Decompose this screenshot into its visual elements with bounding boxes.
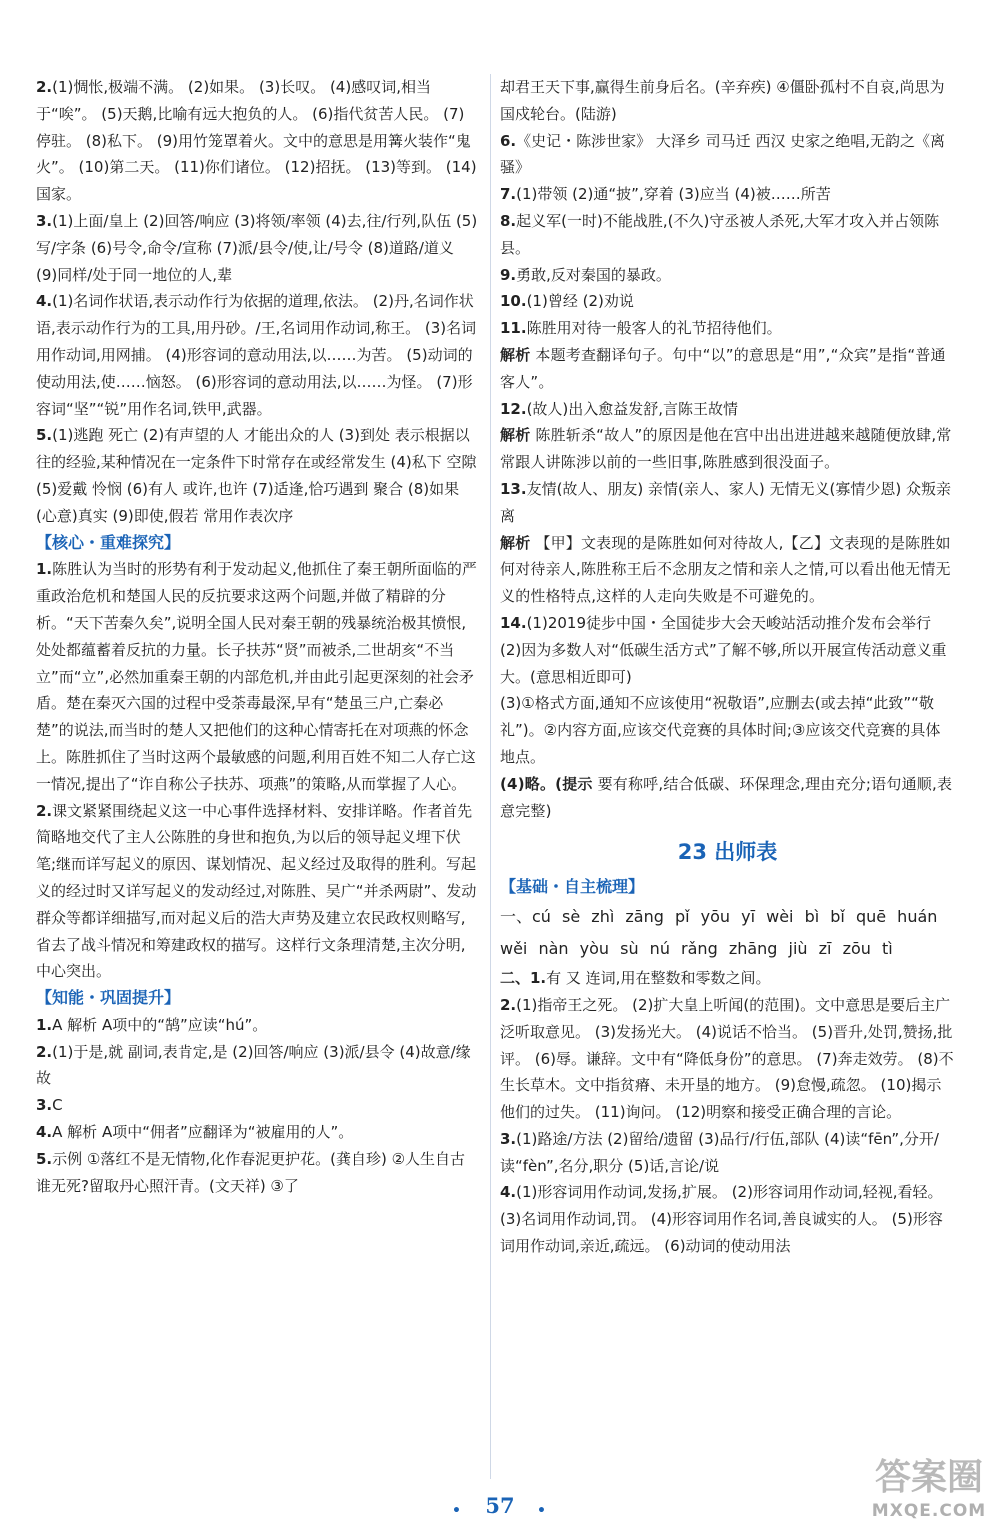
item-text: 起义军(一时)不能战胜,(不久)守丞被人杀死,大军才攻入并占领陈县。 — [500, 211, 940, 257]
right-column — [500, 74, 955, 1260]
item-text: A 解析 A项中的“鹄”应读“hú”。 — [52, 1015, 268, 1034]
answer-item — [36, 1039, 478, 1093]
item-text: (1)路途/方法 (2)留给/遗留 (3)品行/行伍,部队 (4)读“fēn”,分开/读“fèn”,名分,职分 (5)话,言论/说 — [500, 1129, 939, 1175]
item-text: (1)名词作状语,表示动作行为依据的道理,依法。 (2)丹,名词作状语,表示动作行为的工具,用丹砂。/王,名词用作动词,称王。 (3)名词用作动词,用网捕。 (4)形容词的意动用法,以……为苦。 (5)动词的使动用法,使……恼怒。 (6)形容词的意动用法,以……为怪。 (7)形容词“坚”“锐”用作名词,铁甲,武器。 — [36, 292, 477, 418]
explanation-label: 解析 — [500, 533, 531, 552]
item-text: 课文紧紧围绕起义这一中心事件选择材料、安排详略。作者首先简略地交代了主人公陈胜的身世和抱负,为以后的领导起义埋下伏笔;继而详写起义的原因、谋划情况、起义经过及取得的胜利。写起义的经过时又详写起义的发动经过,对陈胜、吴广“并杀两尉”、发动群众等都详细描写,而对起义后的浩大声势及建立农民政权则略写,省去了战斗情况和筹建政权的描写。这样行文条理清楚,主次分明,中心突出。 — [36, 801, 477, 981]
item-number: 2. — [36, 1042, 53, 1061]
answer-item — [36, 1146, 478, 1200]
watermark-title: 答案圈 — [874, 1457, 983, 1498]
item-text: (1)2019徒步中国・全国徒步大会天峻站活动推介发布会举行 — [526, 613, 932, 632]
answer-item — [36, 288, 478, 422]
item-number: 8. — [500, 211, 517, 230]
answer-item — [500, 315, 955, 342]
text-block: (2)因为多数人对“低碳生活方式”了解不够,所以开展宣传活动意义重大。(意思相近即可) — [500, 640, 947, 686]
item-text: 勇敢,反对秦国的暴政。 — [516, 265, 671, 284]
explanation — [500, 771, 955, 825]
item-number: 5. — [36, 1149, 53, 1168]
item-text: 示例 ①落红不是无情物,化作春泥更护花。(龚自珍) ②人生自古谁无死?留取丹心照汗青。(文天祥) ③了 — [36, 1149, 466, 1195]
left-column — [36, 74, 478, 1199]
item-number: 2. — [36, 78, 53, 96]
answer-item — [36, 422, 478, 529]
item-number: 9. — [500, 265, 517, 284]
answer-item — [500, 262, 955, 289]
item-number: 4. — [500, 1183, 517, 1202]
item-text: 陈胜认为当时的形势有利于发动起义,他抓住了秦王朝所面临的严重政治危机和楚国人民的反抗要求这两个问题,并做了精辟的分析。“天下苦秦久矣”,说明全国人民对秦王朝的残暴统治极其愤恨,处处都蕴蓄着反抗的力量。长子扶苏“贤”而被杀,二世胡亥“不当立”而“立”,必然加重秦王朝的内部危机,并由此引起更深刻的社会矛盾。楚在秦灭六国的过程中受荼毒最深,早有“楚虽三户,亡秦必楚”的说法,而当时的楚人又把他们的这种心情寄托在对项燕的怀念上。陈胜抓住了当时这两个最敏感的问题,利用百姓不知二人存亡这一情况,提出了“诈自称公子扶苏、项燕”的策略,从而掌握了人心。 — [36, 560, 477, 793]
lesson-title: 23 出师表 — [677, 840, 778, 865]
item-number: 2. — [500, 995, 517, 1014]
column-divider — [490, 74, 491, 1479]
item-text: 有 又 连词,用在整数和零数之间。 — [546, 969, 771, 988]
item-number: 14. — [500, 613, 527, 632]
explanation-text: 【甲】文表现的是陈胜如何对待故人,【乙】文表现的是陈胜如何对待亲人,陈胜称王后不念朋友之情和亲人之情,可以看出他无情无义的性格特点,这样的人走向失败是不可避免的。 — [500, 533, 951, 606]
item-text: 陈胜用对待一般客人的礼节招待他们。 — [526, 319, 782, 338]
item-number: 4. — [36, 292, 53, 311]
item-text: (1)逃跑 死亡 (2)有声望的人 才能出众的人 (3)到处 表示根据以往的经验,某种情况在一定条件下时常存在或经常发生 (4)私下 空隙 (5)爱戴 怜悯 (6)有人 或许,也许 (7)适逢,恰巧遇到 聚合 (8)如果 (心意)真实 (9)即使,假若 常用作表次序 — [36, 426, 477, 525]
page-dot-left: • — [452, 1503, 461, 1519]
text-block: 却君王天下事,赢得生前身后名。(辛弃疾) ④僵卧孤村不自哀,尚思为国戍轮台。(陆游) — [500, 78, 945, 123]
pinyin-answers: 一、cú sè zhì zāng pǐ yōu yī wèi bì bǐ quē huán wěi nàn yòu sù nú rǎng zhāng jiù zī zōu tì — [500, 907, 938, 959]
section-heading: 【知能・巩固提升】 — [36, 988, 181, 1008]
item-text: 友情(故人、朋友) 亲情(亲人、家人) 无情无义(寡情少恩) 众叛亲离 — [500, 479, 951, 525]
answer-item — [500, 181, 955, 208]
explanation-text: 本题考查翻译句子。句中“以”的意思是“用”,“众宾”是指“普通客人”。 — [500, 345, 946, 391]
item-text: (1)指帝王之死。 (2)扩大皇上听闻(的范围)。文中意思是要后主广泛听取意见。 (3)发扬光大。 (4)说话不恰当。 (5)晋升,处罚,赞扬,批评。 (6)辱。谦辞。文中有“降低身份”的意思。 (7)奔走效劳。 (8)不生长草木。文中指贫瘠、未开垦的地方。 (9)怠慢,疏忽。 (10)揭示他们的过失。 (11)询问。 (12)明察和接受正确合理的言论。 — [500, 995, 954, 1122]
section-heading: 【基础・自主梳理】 — [500, 877, 645, 897]
item-number: 5. — [36, 426, 53, 445]
explanation-label: (4)略。(提示 — [500, 774, 593, 793]
item-number: 13. — [500, 479, 527, 498]
answer-item — [500, 396, 955, 423]
item-number: 4. — [36, 1123, 53, 1142]
section-heading: 【核心・重难探究】 — [36, 532, 181, 552]
explanation-label: 解析 — [500, 345, 531, 364]
answer-item — [36, 1012, 478, 1039]
item-number: 1. — [36, 560, 53, 579]
answer-item — [500, 476, 955, 530]
item-text: (1)带领 (2)通“披”,穿着 (3)应当 (4)被……所苦 — [516, 185, 831, 204]
item-number: 7. — [500, 185, 517, 204]
page-dot-right: • — [537, 1503, 546, 1519]
explanation — [500, 342, 955, 396]
item-text: A 解析 A项中“佣者”应翻译为“被雇用的人”。 — [52, 1123, 354, 1142]
explanation — [500, 422, 955, 476]
item-number: 3. — [500, 1129, 517, 1148]
item-text: C — [52, 1096, 63, 1115]
answer-item — [36, 1119, 478, 1146]
answer-item — [500, 208, 955, 262]
answer-item — [36, 1092, 478, 1119]
explanation-text: 要有称呼,结合低碳、环保理念,理由充分;语句通顺,表意完整) — [500, 774, 953, 820]
item-number: 11. — [500, 319, 527, 338]
explanation-text: 陈胜斩杀“故人”的原因是他在宫中出出进进越来越随便放肆,常常跟人讲陈涉以前的一些旧事,陈胜感到很没面子。 — [500, 426, 952, 472]
item-text: 《史记・陈涉世家》 大泽乡 司马迁 西汉 史家之绝唱,无韵之《离骚》 — [500, 131, 945, 177]
item-text: (1)形容词用作动词,发扬,扩展。 (2)形容词用作动词,轻视,看轻。 (3)名词用作动词,罚。 (4)形容词用作名词,善良诚实的人。 (5)形容词用作动词,亲近,疏远。 (6)动词的使动用法 — [500, 1183, 943, 1256]
item-number: 3. — [36, 1096, 53, 1115]
answer-item — [500, 992, 955, 1126]
item-number: 6. — [500, 131, 517, 150]
explanation-label: 解析 — [500, 426, 531, 445]
answer-item — [500, 128, 955, 182]
answer-item — [36, 208, 478, 288]
answer-item — [500, 288, 955, 315]
watermark-logo — [870, 1453, 988, 1525]
answer-item — [36, 798, 478, 986]
answer-item — [36, 556, 478, 797]
item-number: 2. — [36, 801, 53, 820]
answer-item — [36, 74, 478, 208]
answer-item — [500, 1179, 955, 1259]
item-text: (1)惆怅,极端不满。 (2)如果。 (3)长叹。 (4)感叹词,相当于“唉”。 (5)天鹅,比喻有远大抱负的人。 (6)指代贫苦人民。 (7)停驻。 (8)私下。 (9)用竹笼罩着火。文中的意思是用篝火装作“鬼火”。 (10)第二天。 (11)你们诸位。 (12)招抚。 (13)等到。 (14)国家。 — [36, 78, 477, 204]
item-text: (1)于是,就 副词,表肯定,是 (2)回答/响应 (3)派/县令 (4)故意/缘故 — [36, 1042, 471, 1088]
answer-item — [500, 965, 955, 992]
item-number: 3. — [36, 211, 53, 230]
answer-item — [500, 610, 955, 637]
item-number: 12. — [500, 399, 527, 418]
item-text: (1)曾经 (2)劝说 — [526, 292, 634, 311]
item-text: (故人)出入愈益发舒,言陈王故情 — [526, 399, 739, 418]
text-block: (3)①格式方面,通知不应该使用“祝敬语”,应删去(或去掉“此致”“敬礼”)。②内容方面,应该交代竞赛的具体时间;③应该交代竞赛的具体地点。 — [500, 694, 941, 766]
page-number: 57 — [485, 1493, 515, 1518]
item-text: (1)上面/皇上 (2)回答/响应 (3)将领/率领 (4)去,往/行列,队伍 (5)写/字条 (6)号令,命令/宣称 (7)派/县令/使,让/号令 (8)道路/道义 (9)同样/处于同一地位的人,辈 — [36, 211, 478, 284]
explanation — [500, 530, 955, 610]
item-number: 1. — [36, 1015, 53, 1034]
item-number: 10. — [500, 292, 527, 311]
watermark-url: MXQE.COM — [871, 1501, 987, 1521]
answer-item — [500, 1126, 955, 1180]
item-number: 二、1. — [500, 969, 547, 988]
